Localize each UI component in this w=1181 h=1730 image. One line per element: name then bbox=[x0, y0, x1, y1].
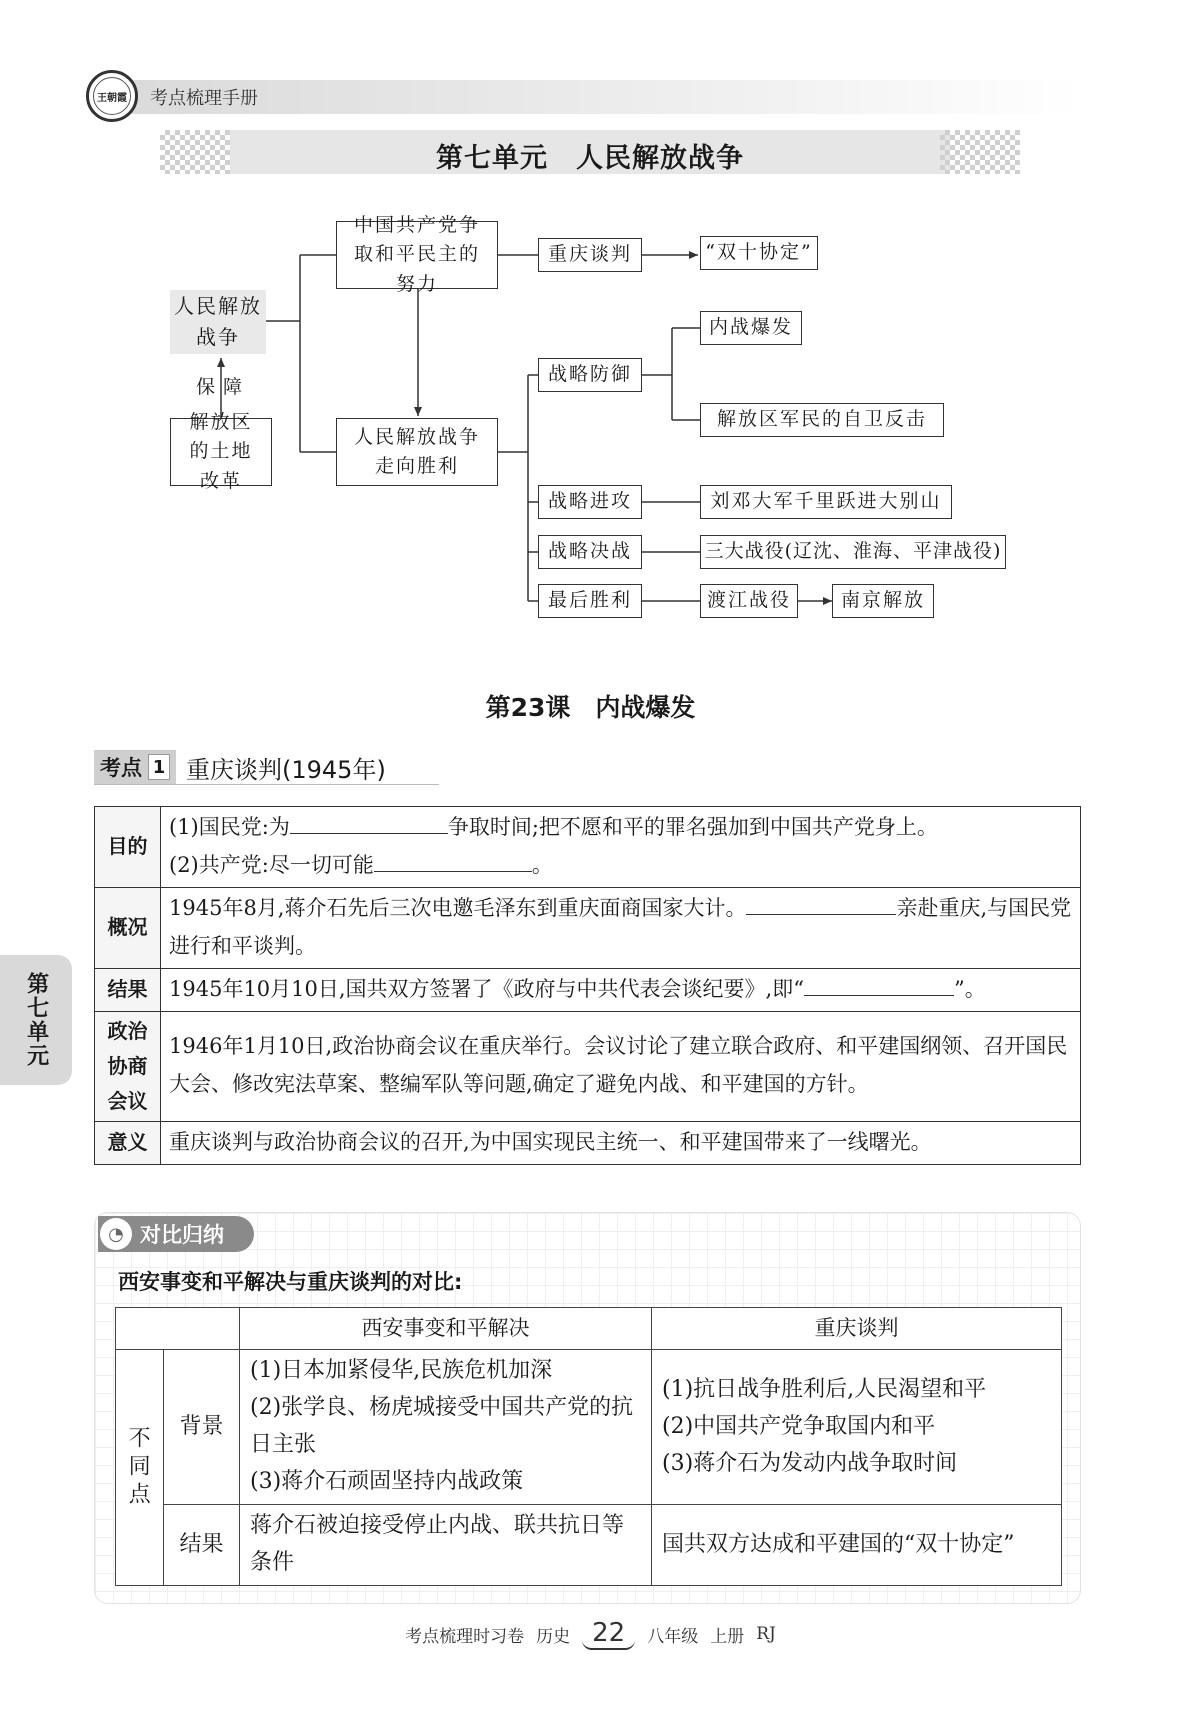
purpose-kmt-prefix: (1)国民党:为 bbox=[169, 815, 290, 840]
node-dabie-mountains: 刘邓大军千里跃进大别山 bbox=[700, 485, 952, 519]
xian-bg-item: (1)日本加紧侵华,民族危机加深 bbox=[250, 1358, 553, 1384]
footer-subject: 历史 bbox=[536, 1626, 571, 1647]
header-empty-cell bbox=[116, 1308, 240, 1350]
compare-tag bbox=[98, 1216, 254, 1252]
fill-blank[interactable] bbox=[374, 847, 532, 872]
xian-bg-item: (3)蒋介石顽固坚持内战政策 bbox=[250, 1469, 524, 1495]
node-land-reform: 解放区的土地改革 bbox=[170, 418, 272, 486]
purpose-content bbox=[161, 807, 1081, 888]
footer-grade: 八年级 bbox=[647, 1626, 699, 1647]
purpose-cpc-suffix: 。 bbox=[531, 853, 553, 878]
node-river-crossing: 渡江战役 bbox=[700, 584, 798, 618]
knowledge-table bbox=[94, 806, 1081, 1165]
table-row bbox=[116, 1350, 1062, 1505]
col-header-chongqing: 重庆谈判 bbox=[652, 1308, 1062, 1350]
footer-volume: 上册 bbox=[710, 1626, 745, 1647]
chongqing-result: 国共双方达成和平建国的“双十协定” bbox=[652, 1505, 1062, 1586]
table-row bbox=[116, 1308, 1062, 1350]
row-label-purpose: 目的 bbox=[95, 807, 161, 888]
compare-tag-label: 对比归纳 bbox=[140, 1223, 224, 1247]
overview-text-b: 亲赴重庆,与国民党进行和平谈判。 bbox=[169, 896, 1072, 958]
page-number: 22 bbox=[582, 1618, 635, 1650]
result-text-a: 1945年10月10日,国共双方签署了《政府与中共代表会谈纪要》,即“ bbox=[169, 976, 804, 1001]
page-footer bbox=[0, 1618, 1181, 1650]
node-self-defense: 解放区军民的自卫反击 bbox=[700, 403, 944, 437]
fill-blank[interactable] bbox=[290, 809, 448, 834]
col-header-xian: 西安事变和平解决 bbox=[240, 1308, 652, 1350]
purpose-kmt-suffix: 争取时间;把不愿和平的罪名强加到中国共产党身上。 bbox=[447, 815, 938, 840]
fill-blank[interactable] bbox=[804, 971, 954, 996]
kaodian-tag-label: 考点 bbox=[100, 756, 142, 780]
book-title: 考点梳理手册 bbox=[150, 88, 258, 109]
kaodian-number: 1 bbox=[148, 754, 170, 780]
result-label: 结果 bbox=[164, 1505, 240, 1586]
side-tab-text: 第七单元 bbox=[23, 972, 49, 1068]
node-double-ten-agreement: “双十协定” bbox=[700, 236, 818, 270]
purpose-cpc-prefix: (2)共产党:尽一切可能 bbox=[169, 853, 374, 878]
footer-edition: RJ bbox=[756, 1624, 776, 1644]
node-final-victory: 最后胜利 bbox=[538, 584, 642, 618]
xian-bg-item: (2)张学良、杨虎城接受中国共产党的抗日主张 bbox=[250, 1395, 634, 1458]
result-content bbox=[161, 968, 1081, 1011]
kaodian-underline bbox=[94, 784, 439, 785]
publisher-logo bbox=[86, 70, 138, 122]
bg-label: 背景 bbox=[164, 1350, 240, 1505]
table-row bbox=[95, 1011, 1081, 1121]
node-war-to-victory: 人民解放战争走向胜利 bbox=[336, 418, 498, 486]
unit-title: 第七单元 人民解放战争 bbox=[436, 143, 744, 174]
compare-heading: 西安事变和平解决与重庆谈判的对比: bbox=[118, 1270, 463, 1294]
footer-book: 考点梳理时习卷 bbox=[405, 1626, 525, 1647]
xian-result: 蒋介石被迫接受停止内战、联共抗日等条件 bbox=[240, 1505, 652, 1586]
node-strategic-offense: 战略进攻 bbox=[538, 485, 642, 519]
row-label-result: 结果 bbox=[95, 968, 161, 1011]
diff-label: 不同点 bbox=[125, 1425, 151, 1510]
node-civil-war-outbreak: 内战爆发 bbox=[700, 311, 802, 345]
diff-label-cell bbox=[116, 1350, 164, 1586]
xian-background bbox=[240, 1350, 652, 1505]
kaodian-heading bbox=[94, 750, 386, 784]
chongqing-background bbox=[652, 1350, 1062, 1505]
kaodian-tag bbox=[94, 750, 176, 784]
logo-text: 王朝霞 bbox=[93, 77, 131, 115]
node-nanjing-liberation: 南京解放 bbox=[832, 584, 934, 618]
table-row bbox=[95, 807, 1081, 888]
unit-side-tab bbox=[0, 955, 72, 1085]
kaodian-title: 重庆谈判(1945年) bbox=[186, 755, 386, 784]
cq-bg-item: (1)抗日战争胜利后,人民渴望和平 bbox=[662, 1376, 987, 1402]
result-text-b: ”。 bbox=[953, 976, 986, 1001]
table-row bbox=[116, 1505, 1062, 1586]
compare-table bbox=[115, 1307, 1062, 1586]
cq-bg-item: (2)中国共产党争取国内和平 bbox=[662, 1413, 936, 1439]
node-cpc-peace-efforts: 中国共产党争取和平民主的努力 bbox=[336, 221, 498, 289]
fill-blank[interactable] bbox=[746, 890, 896, 915]
row-label-pcc: 政治协商会议 bbox=[95, 1011, 161, 1121]
table-row bbox=[95, 968, 1081, 1011]
row-label-meaning: 意义 bbox=[95, 1121, 161, 1164]
node-strategic-decisive: 战略决战 bbox=[538, 535, 642, 569]
node-strategic-defense: 战略防御 bbox=[538, 358, 642, 392]
table-row bbox=[95, 1121, 1081, 1164]
meaning-content: 重庆谈判与政治协商会议的召开,为中国实现民主统一、和平建国带来了一线曙光。 bbox=[161, 1121, 1081, 1164]
cq-bg-item: (3)蒋介石为发动内战争取时间 bbox=[662, 1450, 958, 1476]
overview-text-a: 1945年8月,蒋介石先后三次电邀毛泽东到重庆面商国家大计。 bbox=[169, 896, 747, 921]
unit-banner bbox=[160, 130, 1020, 174]
node-three-campaigns: 三大战役(辽沈、淮海、平津战役) bbox=[700, 535, 1006, 569]
row-label-overview: 概况 bbox=[95, 887, 161, 968]
overview-content bbox=[161, 887, 1081, 968]
pie-chart-icon: ◔ bbox=[100, 1218, 132, 1250]
table-row bbox=[95, 887, 1081, 968]
node-chongqing-negotiation: 重庆谈判 bbox=[538, 238, 642, 272]
lesson-title: 第23课 内战爆发 bbox=[485, 693, 696, 722]
concept-diagram bbox=[0, 200, 1181, 640]
pcc-content: 1946年1月10日,政治协商会议在重庆举行。会议讨论了建立联合政府、和平建国纲领、召开国民大会、修改宪法草案、整编军队等问题,确定了避免内战、和平建国的方针。 bbox=[161, 1011, 1081, 1121]
node-people-liberation-war: 人民解放战争 bbox=[170, 290, 266, 354]
label-guarantee: 保障 bbox=[196, 376, 251, 398]
